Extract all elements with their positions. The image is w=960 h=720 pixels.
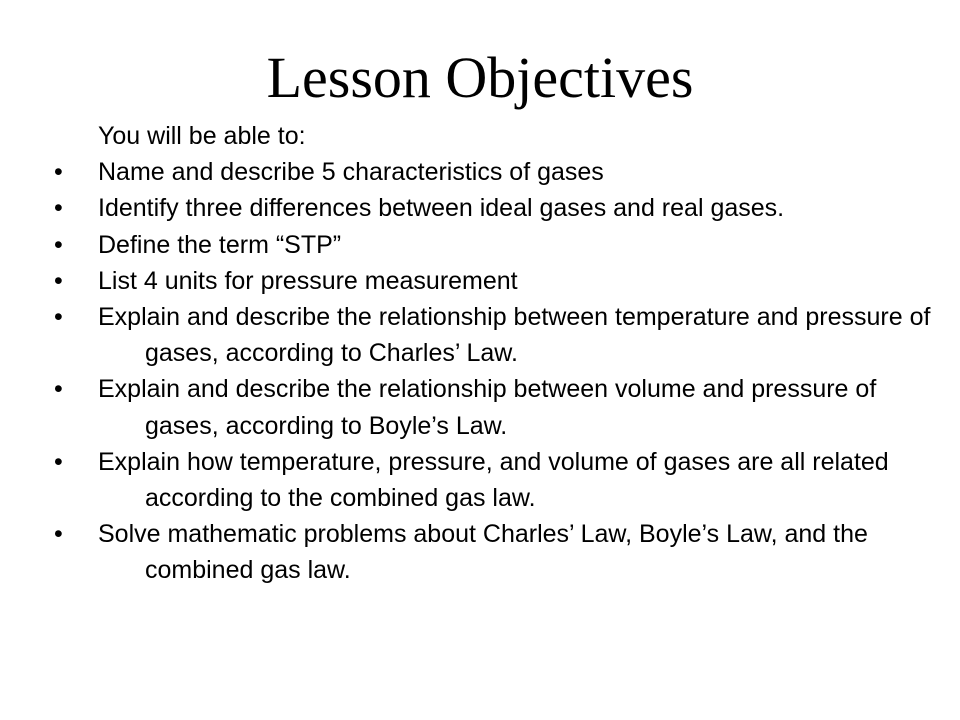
intro-text: You will be able to: [98,122,306,150]
objective-text: Name and describe 5 characteristics of gases [98,158,604,187]
bullet-icon: • [54,230,63,259]
bullet-icon: • [54,266,63,295]
bullet-icon: • [54,447,63,476]
objectives-content [54,118,934,589]
bullet-icon: • [54,520,63,549]
objective-text: Explain and describe the relationship between volume and pressure of gases, according to Boyle’s Law. [98,375,877,440]
objectives-list [54,154,934,588]
objective-item [54,227,934,263]
objective-text: Solve mathematic problems about Charles’ Law, Boyle’s Law, and the combined gas law. [98,520,868,585]
objective-item [54,299,934,371]
slide-title: Lesson Objectives [266,45,694,110]
objective-text: Define the term “STP” [98,230,342,259]
objective-item [54,444,934,516]
objective-item [54,516,934,588]
bullet-icon: • [54,375,63,404]
objective-item [54,371,934,443]
bullet-icon: • [54,194,63,223]
bullet-icon: • [54,303,63,332]
objective-text: Identify three differences between ideal gases and real gases. [98,194,785,223]
objective-text: Explain how temperature, pressure, and volume of gases are all related according to the combined gas law. [98,447,889,513]
bullet-icon: • [54,158,63,187]
objective-item [54,154,934,190]
objective-text: List 4 units for pressure measurement [98,266,518,295]
objective-item [54,190,934,226]
objective-item [54,263,934,299]
objective-text: Explain and describe the relationship between temperature and pressure of gases, according to Charles’ Law. [98,303,931,368]
